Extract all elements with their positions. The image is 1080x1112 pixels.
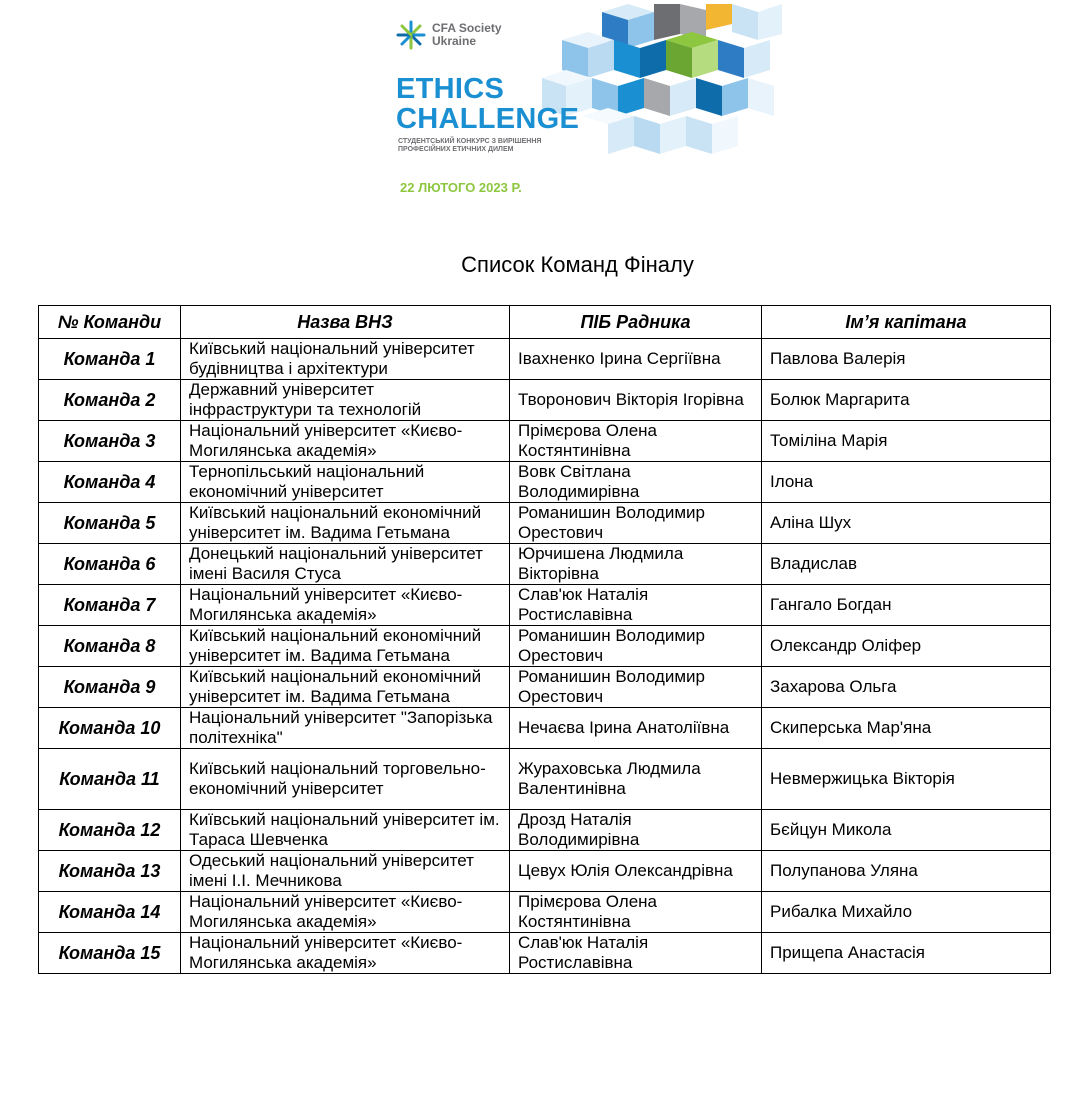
table-row: [39, 339, 1051, 380]
university-name: Національний університет "Запорізька політехніка": [181, 708, 510, 749]
team-number: Команда 2: [39, 380, 181, 421]
captain-name: Полупанова Уляна: [762, 851, 1051, 892]
advisor-name: Нечаєва Ірина Анатоліївна: [510, 708, 762, 749]
table-row: [39, 626, 1051, 667]
captain-name: Рибалка Михайло: [762, 892, 1051, 933]
captain-name: Прищепа Анастасія: [762, 933, 1051, 974]
team-number: Команда 3: [39, 421, 181, 462]
university-name: Національний університет «Києво-Могилянська академія»: [181, 892, 510, 933]
advisor-name: Цевух Юлія Олександрівна: [510, 851, 762, 892]
document-title: Список Команд Фіналу: [461, 252, 694, 277]
university-name: Київський національний економічний університет ім. Вадима Гетьмана: [181, 626, 510, 667]
table-row: [39, 380, 1051, 421]
table-row: [39, 503, 1051, 544]
captain-name: Аліна Шух: [762, 503, 1051, 544]
university-name: Тернопільський національний економічний університет: [181, 462, 510, 503]
university-name: Одеський національний університет імені І.І. Мечникова: [181, 851, 510, 892]
table-row: [39, 708, 1051, 749]
team-number: Команда 5: [39, 503, 181, 544]
advisor-name: Юрчишена Людмила Вікторівна: [510, 544, 762, 585]
captain-name: Захарова Ольга: [762, 667, 1051, 708]
captain-name: Павлова Валерія: [762, 339, 1051, 380]
advisor-name: Слав'юк Наталія Ростиславівна: [510, 585, 762, 626]
advisor-name: Слав'юк Наталія Ростиславівна: [510, 933, 762, 974]
cfa-logo: [396, 20, 522, 50]
advisor-name: Жураховська Людмила Валентинівна: [510, 749, 762, 810]
advisor-name: Романишин Володимир Орестович: [510, 667, 762, 708]
team-number: Команда 14: [39, 892, 181, 933]
team-number: Команда 10: [39, 708, 181, 749]
captain-name: Гангало Богдан: [762, 585, 1051, 626]
table-row: [39, 421, 1051, 462]
advisor-name: Романишин Володимир Орестович: [510, 626, 762, 667]
table-row: [39, 851, 1051, 892]
advisor-name: Романишин Володимир Орестович: [510, 503, 762, 544]
team-number: Команда 8: [39, 626, 181, 667]
university-name: Національний університет «Києво-Могилянська академія»: [181, 585, 510, 626]
event-title: ETHICS CHALLENGE: [396, 73, 580, 135]
team-number: Команда 13: [39, 851, 181, 892]
university-name: Донецький національний університет імені Василя Стуса: [181, 544, 510, 585]
table-row: [39, 892, 1051, 933]
table-row: [39, 810, 1051, 851]
university-name: Київський національний економічний університет ім. Вадима Гетьмана: [181, 667, 510, 708]
team-number: Команда 9: [39, 667, 181, 708]
team-number: Команда 7: [39, 585, 181, 626]
advisor-name: Прімєрова Олена Костянтинівна: [510, 892, 762, 933]
captain-name: Томіліна Марія: [762, 421, 1051, 462]
team-number: Команда 12: [39, 810, 181, 851]
team-number: Команда 4: [39, 462, 181, 503]
table-row: [39, 462, 1051, 503]
university-name: Київський національний університет будівництва і архітектури: [181, 339, 510, 380]
advisor-name: Прімєрова Олена Костянтинівна: [510, 421, 762, 462]
university-name: Київський національний торговельно-економічний університет: [181, 749, 510, 810]
table-row: [39, 585, 1051, 626]
event-date: 22 ЛЮТОГО 2023 Р.: [400, 180, 522, 195]
university-name: Національний університет «Києво-Могилянська академія»: [181, 421, 510, 462]
header-team-number: № Команди: [39, 306, 181, 339]
advisor-name: Вовк Світлана Володимирівна: [510, 462, 762, 503]
advisor-name: Дрозд Наталія Володимирівна: [510, 810, 762, 851]
advisor-name: Творонович Вікторія Ігорівна: [510, 380, 762, 421]
header-advisor: ПІБ Радника: [510, 306, 762, 339]
table-row: [39, 544, 1051, 585]
university-name: Національний університет «Києво-Могилянська академія»: [181, 933, 510, 974]
captain-name: Болюк Маргарита: [762, 380, 1051, 421]
team-number: Команда 11: [39, 749, 181, 810]
captain-name: Бєйцун Микола: [762, 810, 1051, 851]
team-number: Команда 1: [39, 339, 181, 380]
table-row: [39, 667, 1051, 708]
header-university: Назва ВНЗ: [181, 306, 510, 339]
university-name: Київський національний університет ім. Тараса Шевченка: [181, 810, 510, 851]
team-number: Команда 6: [39, 544, 181, 585]
cfa-starburst-icon: [396, 20, 426, 50]
advisor-name: Івахненко Ірина Сергіївна: [510, 339, 762, 380]
captain-name: Ілона: [762, 462, 1051, 503]
table-header-row: [39, 306, 1051, 339]
captain-name: Владислав: [762, 544, 1051, 585]
event-subtitle: СТУДЕНТСЬКИЙ КОНКУРС З ВИРІШЕННЯ ПРОФЕСІЙНИХ ЕТИЧНИХ ДИЛЕМ: [398, 138, 542, 153]
university-name: Київський національний економічний університет ім. Вадима Гетьмана: [181, 503, 510, 544]
captain-name: Невмержицька Вікторія: [762, 749, 1051, 810]
table-row: [39, 933, 1051, 974]
cfa-logo-text: CFA Society Ukraine: [432, 21, 502, 48]
captain-name: Олександр Оліфер: [762, 626, 1051, 667]
table-row: [39, 749, 1051, 810]
team-number: Команда 15: [39, 933, 181, 974]
teams-table: [38, 305, 1051, 974]
captain-name: Скиперська Мар'яна: [762, 708, 1051, 749]
event-banner: [392, 4, 782, 204]
university-name: Державний університет інфраструктури та технологій: [181, 380, 510, 421]
header-captain: Ім’я капітана: [762, 306, 1051, 339]
